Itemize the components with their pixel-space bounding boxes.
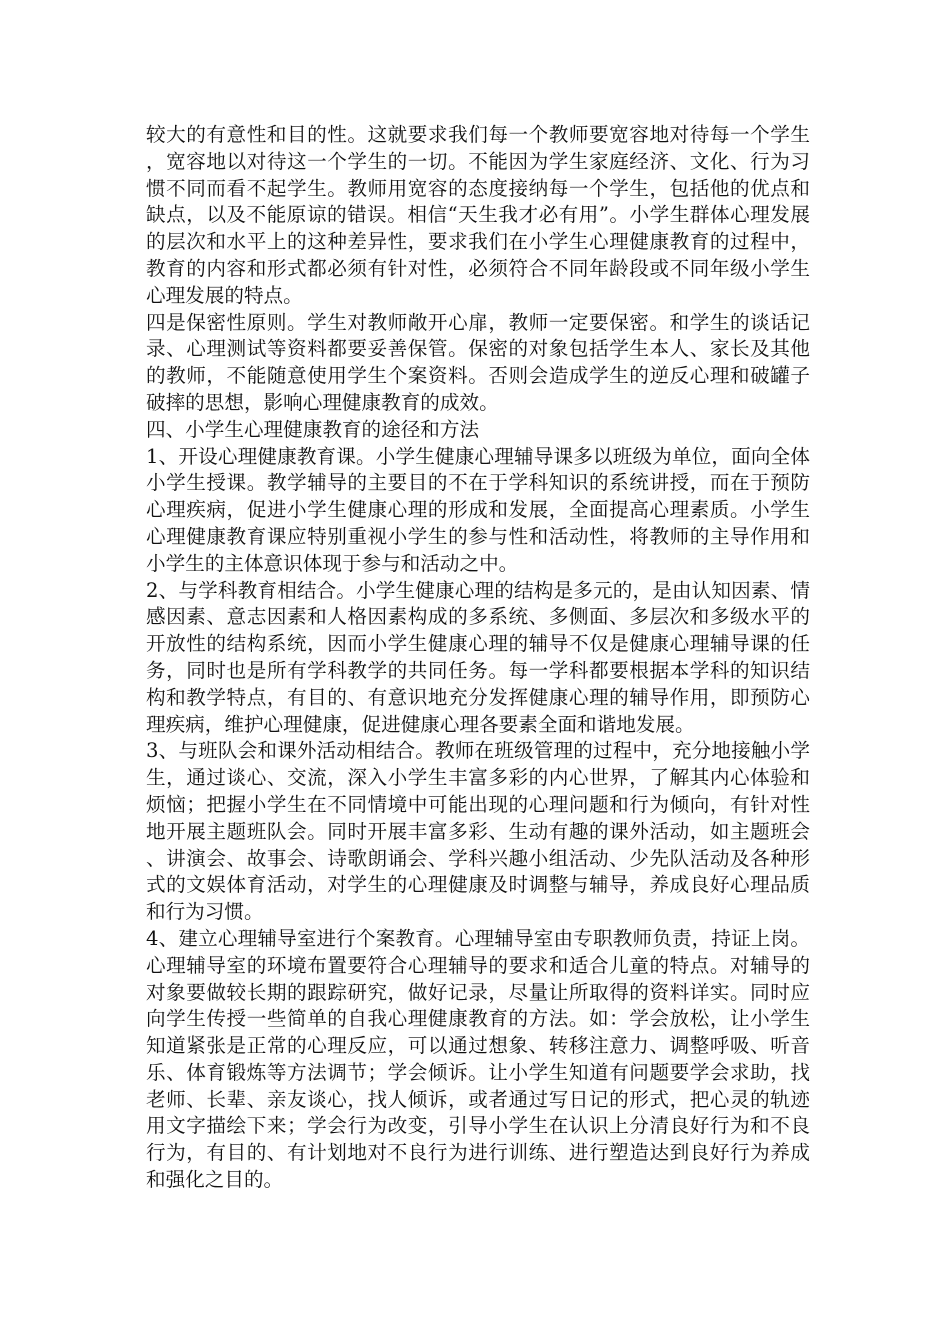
paragraph-item-3-class-activities: 3、与班队会和课外活动相结合。教师在班级管理的过程中，充分地接触小学生，通过谈心、交流，深入小学生丰富多彩的内心世界，了解其内心体验和烦恼；把握小学生在不同情境中可能出现的心理问题和行为倾向，有针对性地开展主题班队会。同时开展丰富多彩、生动有趣的课外活动，如主题班会、讲演会、故事会、诗歌朗诵会、学科兴趣小组活动、少先队活动及各种形式的文娱体育活动，对学生的心理健康及时调整与辅导，养成良好心理品质和行为习惯。	[146, 739, 810, 924]
paragraph-tolerance-continuation: 较大的有意性和目的性。这就要求我们每一个教师要宽容地对待每一个学生，宽容地以对待这一个学生的一切。不能因为学生家庭经济、文化、行为习惯不同而看不起学生。教师用宽容的态度接纳每一个学生，包括他的优点和缺点，以及不能原谅的错误。相信“天生我才必有用”。小学生群体心理发展的层次和水平上的这种差异性，要求我们在小学生心理健康教育的过程中，教育的内容和形式都必须有针对性，必须符合不同年龄段或不同年级小学生心理发展的特点。	[146, 123, 810, 307]
section-heading-approaches-and-methods: 四、小学生心理健康教育的途径和方法	[146, 417, 480, 441]
paragraph-item-2-subject-integration: 2、与学科教育相结合。小学生健康心理的结构是多元的，是由认知因素、情感因素、意志因素和人格因素构成的多系统、多侧面、多层次和多级水平的开放性的结构系统，因而小学生健康心理的辅导不仅是健康心理辅导课的任务，同时也是所有学科教学的共同任务。每一学科都要根据本学科的知识结构和教学特点，有目的、有意识地充分发挥健康心理的辅导作用，即预防心理疾病，维护心理健康，促进健康心理各要素全面和谐地发展。	[146, 578, 810, 736]
paragraph-item-4-counseling-room: 4、建立心理辅导室进行个案教育。心理辅导室由专职教师负责，持证上岗。心理辅导室的环境布置要符合心理辅导的要求和适合儿童的特点。对辅导的对象要做较长期的跟踪研究，做好记录，尽量让所取得的资料详实。同时应向学生传授一些简单的自我心理健康教育的方法。如：学会放松，让小学生知道紧张是正常的心理反应，可以通过想象、转移注意力、调整呼吸、听音乐、体育锻炼等方法调节；学会倾诉。让小学生知道有问题要学会求助，找老师、长辈、亲友谈心，找人倾诉，或者通过写日记的形式，把心灵的轨迹用文字描绘下来；学会行为改变，引导小学生在认识上分清良好行为和不良行为，有目的、有计划地对不良行为进行训练、进行塑造达到良好行为养成和强化之目的。	[146, 926, 810, 1192]
paragraph-item-1-course: 1、开设心理健康教育课。小学生健康心理辅导课多以班级为单位，面向全体小学生授课。教学辅导的主要目的不在于学科知识的系统讲授，而在于预防心理疾病，促进小学生健康心理的形成和发展，全面提高心理素质。小学生心理健康教育课应特别重视小学生的参与性和活动性，将教师的主导作用和小学生的主体意识体现于参与和活动之中。	[146, 444, 810, 575]
document-body	[146, 122, 810, 1194]
paragraph-confidentiality-principle: 四是保密性原则。学生对教师敞开心扉，教师一定要保密。和学生的谈话记录、心理测试等资料都要妥善保管。保密的对象包括学生本人、家长及其他的教师，不能随意使用学生个案资料。否则会造成学生的逆反心理和破罐子破摔的思想，影响心理健康教育的成效。	[146, 310, 810, 414]
